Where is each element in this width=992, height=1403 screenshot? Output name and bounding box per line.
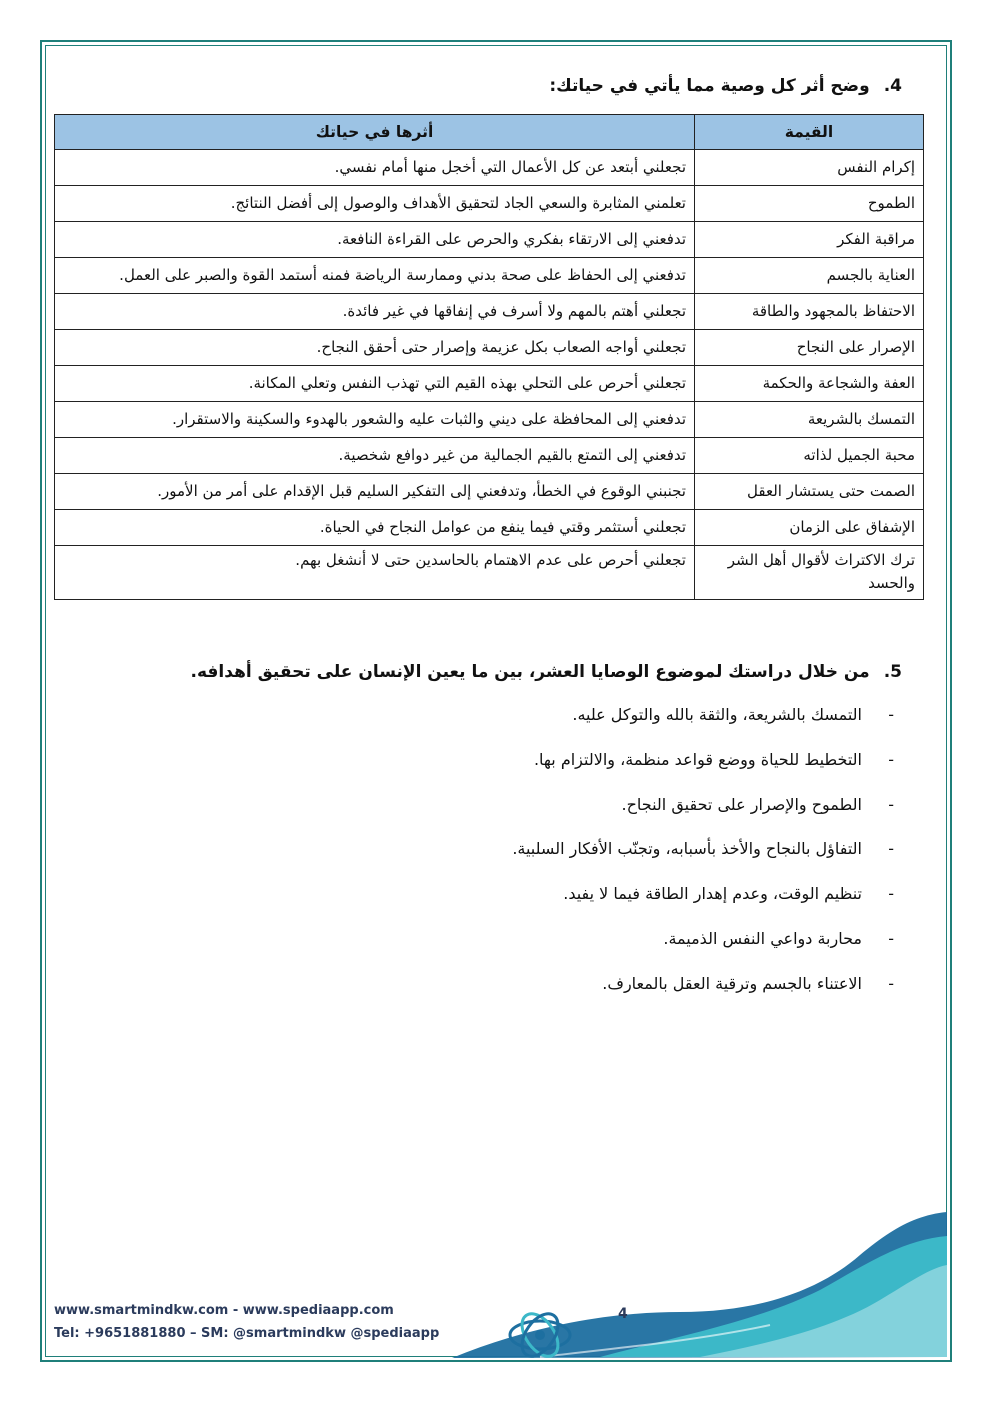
page-number: 4 — [618, 1306, 628, 1322]
row-effect: تجعلني أبتعد عن كل الأعمال التي أخجل منها أمام نفسي. — [55, 150, 695, 186]
bullet-dash: - — [888, 884, 894, 904]
list-item-text: التفاؤل بالنجاح والأخذ بأسبابه، وتجنّب الأفكار السلبية. — [512, 839, 862, 859]
bullet-dash: - — [888, 794, 894, 814]
list-item-text: الاعتناء بالجسم وترقية العقل بالمعارف. — [602, 973, 862, 993]
row-value: التمسك بالشريعة — [695, 402, 924, 438]
row-effect: تدفعني إلى الارتقاء بفكري والحرص على القراءة النافعة. — [55, 222, 695, 258]
question-4-number: 4. — [883, 76, 902, 96]
list-item-text: التخطيط للحياة ووضع قواعد منظمة، والالتزام بها. — [533, 749, 862, 769]
bullet-dash: - — [888, 705, 894, 724]
row-effect: تجعلني أحرص على عدم الاهتمام بالحاسدين حتى لا أنشغل بهم. — [55, 546, 695, 600]
row-value: الصمت حتى يستشار العقل — [695, 474, 924, 510]
list-item-text: الطموح والإصرار على تحقيق النجاح. — [621, 794, 862, 814]
question-4-title: وضح أثر كل وصية مما يأتي في حياتك: — [549, 76, 870, 96]
row-value: العفة والشجاعة والحكمة — [695, 366, 924, 402]
question-5-title: من خلال دراستك لموضوع الوصايا العشر، بين ما يعين الإنسان على تحقيق أهدافه. — [190, 662, 870, 682]
row-effect: تجعلني أهتم بالمهم ولا أسرف في إنفاقها في غير فائدة. — [55, 294, 695, 330]
row-effect: تجنبني الوقوع في الخطأ، وتدفعني إلى التفكير السليم قبل الإقدام على أمر من الأمور. — [55, 474, 695, 510]
list-item-text: محاربة دواعي النفس الذميمة. — [663, 928, 862, 948]
row-value: الإصرار على النجاح — [695, 330, 924, 366]
row-value: إكرام النفس — [695, 150, 924, 186]
footer-websites: www.smartmindkw.com - www.spediaapp.com — [54, 1303, 394, 1318]
row-value: الطموح — [695, 186, 924, 222]
question-5-number: 5. — [883, 662, 902, 682]
row-effect: تدفعني إلى المحافظة على ديني والثبات عليه والشعور بالهدوء والسكينة والاستقرار. — [55, 402, 695, 438]
row-value: العناية بالجسم — [695, 258, 924, 294]
row-effect: تجعلني أواجه الصعاب بكل عزيمة وإصرار حتى أحقق النجاح. — [55, 330, 695, 366]
bullet-dash: - — [888, 928, 894, 948]
row-value: ترك الاكتراث لأقوال أهل الشر والحسد — [695, 546, 924, 600]
row-value: مراقبة الفكر — [695, 222, 924, 258]
bullet-dash: - — [888, 973, 894, 993]
row-effect: تدفعني إلى التمتع بالقيم الجمالية من غير دوافع شخصية. — [55, 438, 695, 474]
row-effect: تجعلني أستثمر وقتي فيما ينفع من عوامل النجاح في الحياة. — [55, 510, 695, 546]
header-effect: أثرها في حياتك — [55, 115, 695, 150]
row-effect: تعلمني المثابرة والسعي الجاد لتحقيق الأهداف والوصول إلى أفضل النتائج. — [55, 186, 695, 222]
bullet-dash: - — [888, 749, 894, 769]
row-value: محبة الجميل لذاته — [695, 438, 924, 474]
bullet-dash: - — [888, 839, 894, 859]
row-effect: تجعلني أحرص على التحلي بهذه القيم التي تهذب النفس وتعلي المكانة. — [55, 366, 695, 402]
row-effect: تدفعني إلى الحفاظ على صحة بدني وممارسة الرياضة فمنه أستمد القوة والصبر على العمل. — [55, 258, 695, 294]
header-value: القيمة — [695, 115, 924, 150]
row-value: الإشفاق على الزمان — [695, 510, 924, 546]
footer-contact: Tel: +9651881880 – SM: @smartmindkw @spediaapp — [54, 1326, 440, 1341]
list-item-text: التمسك بالشريعة، والثقة بالله والتوكل عليه. — [572, 705, 862, 724]
list-item-text: تنظيم الوقت، وعدم إهدار الطاقة فيما لا يفيد. — [563, 884, 862, 904]
row-value: الاحتفاظ بالمجهود والطاقة — [695, 294, 924, 330]
